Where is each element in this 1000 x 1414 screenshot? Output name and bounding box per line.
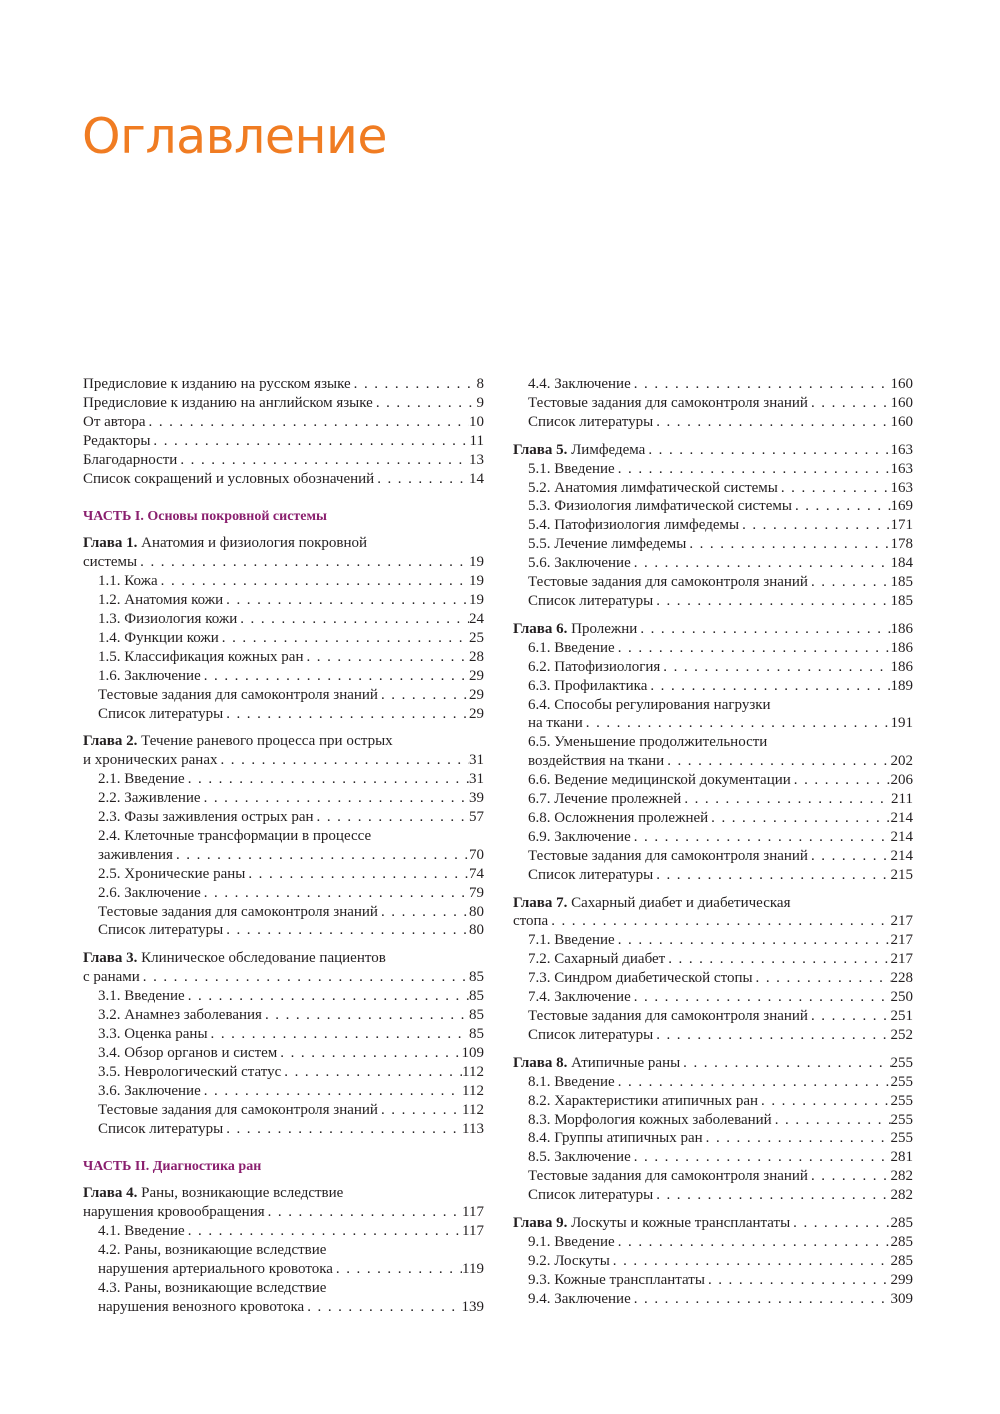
toc-entry[interactable] bbox=[83, 705, 484, 724]
page-number: 85 bbox=[469, 988, 484, 1005]
toc-entry[interactable] bbox=[83, 413, 484, 432]
page-number: 251 bbox=[890, 1008, 913, 1024]
toc-entry[interactable] bbox=[83, 553, 484, 572]
toc-entry[interactable] bbox=[513, 677, 913, 696]
entry-title: 6.2. Патофизиология bbox=[528, 658, 661, 675]
entry-title: Список сокращений и условных обозначений bbox=[83, 470, 375, 487]
page-number: 11 bbox=[469, 432, 484, 449]
page-number: 217 bbox=[890, 913, 913, 930]
page-number: 255 bbox=[890, 1130, 913, 1147]
toc-entry[interactable] bbox=[513, 714, 913, 733]
entry-title: 9.1. Введение bbox=[528, 1233, 615, 1250]
entry-title: 5.1. Введение bbox=[528, 460, 615, 477]
page-number: 85 bbox=[469, 1007, 484, 1024]
toc-entry[interactable] bbox=[83, 667, 484, 686]
part-heading: ЧАСТЬ I. Основы покровной системы bbox=[83, 509, 327, 525]
page-number: 169 bbox=[890, 498, 913, 515]
toc-entry[interactable] bbox=[513, 866, 913, 885]
entry-title: 1.2. Анатомия кожи bbox=[98, 592, 224, 609]
entry-title: От автора bbox=[83, 413, 146, 430]
page-number: 214 bbox=[890, 828, 913, 845]
chapter-5 bbox=[513, 441, 913, 611]
toc-entry[interactable] bbox=[513, 413, 913, 432]
page-number: 10 bbox=[469, 413, 484, 430]
toc-entry[interactable] bbox=[513, 771, 913, 790]
chapter-7 bbox=[513, 894, 913, 1045]
page-title: Оглавление bbox=[82, 108, 388, 165]
entry-title: 4.1. Введение bbox=[98, 1223, 185, 1240]
front-matter-list bbox=[83, 375, 484, 488]
entry-title: Тестовые задания для самоконтроля знаний bbox=[528, 847, 808, 864]
page-number: 74 bbox=[469, 865, 484, 882]
toc-entry[interactable] bbox=[83, 610, 484, 629]
toc-entry[interactable] bbox=[83, 1222, 484, 1241]
toc-entry[interactable] bbox=[83, 629, 484, 648]
toc-entry[interactable] bbox=[83, 451, 484, 470]
entry-title: 9.4. Заключение bbox=[528, 1290, 631, 1307]
chapter-label: Глава 8. bbox=[513, 1054, 568, 1071]
entry-title: 1.1. Кожа bbox=[98, 573, 158, 590]
entry-title: 6.7. Лечение пролежней bbox=[528, 791, 682, 808]
entry-title: Тестовые задания для самоконтроля знаний bbox=[528, 1168, 808, 1185]
page-number: 184 bbox=[890, 555, 913, 572]
entry-title: 3.3. Оценка раны bbox=[98, 1026, 208, 1042]
page-number: 39 bbox=[469, 790, 484, 807]
toc-entry[interactable] bbox=[83, 432, 484, 451]
entry-title: на ткани bbox=[528, 715, 583, 732]
entry-title: 1.6. Заключение bbox=[98, 667, 201, 684]
toc-entry[interactable] bbox=[83, 884, 484, 903]
entry-title: Список литературы bbox=[98, 1120, 224, 1137]
toc-entry[interactable] bbox=[83, 846, 484, 865]
chapter-heading[interactable] bbox=[83, 732, 484, 751]
entry-title: 5.5. Лечение лимфедемы bbox=[528, 536, 687, 553]
page-number: 214 bbox=[890, 847, 913, 864]
entry-title: 3.2. Анамнез заболевания bbox=[98, 1007, 262, 1024]
chapter-title: Клиническое обследование пациентов bbox=[141, 950, 386, 967]
page-number: 217 bbox=[890, 951, 913, 968]
page-number: 19 bbox=[469, 592, 484, 609]
page-number: 31 bbox=[469, 771, 484, 788]
page-number: 215 bbox=[890, 866, 913, 883]
toc-entry[interactable] bbox=[513, 1092, 913, 1111]
entry-title: 2.6. Заключение bbox=[98, 884, 201, 901]
toc-entry[interactable] bbox=[83, 789, 484, 808]
chapter-4 bbox=[83, 1184, 484, 1316]
entry-title: 6.8. Осложнения пролежней bbox=[528, 809, 709, 826]
toc-entry[interactable] bbox=[513, 1026, 913, 1045]
toc-entry[interactable] bbox=[513, 912, 913, 931]
chapter-8 bbox=[513, 1054, 913, 1205]
entry-title: 7.4. Заключение bbox=[528, 989, 631, 1006]
page-number: 112 bbox=[462, 1063, 484, 1080]
toc-entry[interactable] bbox=[83, 987, 484, 1006]
page-number: 13 bbox=[469, 451, 484, 468]
page-number: 163 bbox=[890, 441, 913, 458]
page-number: 28 bbox=[469, 648, 484, 665]
page-number: 113 bbox=[462, 1120, 484, 1137]
toc-entry[interactable] bbox=[83, 572, 484, 591]
toc-entry[interactable] bbox=[513, 809, 913, 828]
entry-title: 3.5. Неврологический статус bbox=[98, 1063, 282, 1080]
page-number: 189 bbox=[890, 677, 913, 694]
page-number: 217 bbox=[890, 932, 913, 949]
chapter-label: Глава 1. bbox=[83, 535, 138, 552]
page-number: 252 bbox=[890, 1026, 913, 1043]
chapter-title: Лоскуты и кожные трансплантаты bbox=[571, 1215, 791, 1232]
toc-entry[interactable] bbox=[83, 375, 484, 394]
page-number: 186 bbox=[890, 620, 913, 637]
toc-entry[interactable] bbox=[513, 479, 913, 498]
chapter-title: Атипичные раны bbox=[571, 1054, 681, 1071]
chapter-label: Глава 5. bbox=[513, 441, 568, 458]
entry-title: нарушения венозного кровотока bbox=[98, 1298, 305, 1315]
toc-entry[interactable] bbox=[513, 394, 913, 413]
page-number: 228 bbox=[890, 970, 913, 987]
page-number: 206 bbox=[890, 772, 913, 789]
toc-entry[interactable] bbox=[83, 1260, 484, 1279]
chapter-1 bbox=[83, 534, 484, 723]
entry-title: 1.3. Физиология кожи bbox=[98, 610, 238, 627]
page-number: 285 bbox=[890, 1215, 913, 1232]
page-number: 309 bbox=[890, 1290, 913, 1307]
page-number: 186 bbox=[890, 658, 913, 675]
chapter-heading[interactable] bbox=[513, 1054, 913, 1073]
toc-entry[interactable] bbox=[513, 573, 913, 592]
entry-title: Тестовые задания для самоконтроля знаний bbox=[98, 903, 378, 920]
page-number: 299 bbox=[890, 1271, 913, 1288]
entry-title: Предисловие к изданию на английском языке bbox=[83, 394, 373, 411]
page-number: 85 bbox=[469, 969, 484, 986]
toc-entry[interactable] bbox=[513, 1129, 913, 1148]
toc-entry[interactable] bbox=[83, 1101, 484, 1120]
toc-entry[interactable] bbox=[83, 1203, 484, 1222]
page-number: 119 bbox=[462, 1260, 484, 1277]
page-number: 112 bbox=[462, 1101, 484, 1118]
toc-entry[interactable] bbox=[513, 592, 913, 611]
chapter-label: Глава 6. bbox=[513, 620, 568, 637]
toc-entry[interactable] bbox=[83, 808, 484, 827]
chapter-heading[interactable] bbox=[513, 441, 913, 460]
entry-title: 1.4. Функции кожи bbox=[98, 629, 219, 646]
toc-entry[interactable] bbox=[513, 950, 913, 969]
entry-title: 3.4. Обзор органов и систем bbox=[98, 1044, 278, 1061]
page-number: 9 bbox=[476, 394, 484, 411]
toc-entry[interactable] bbox=[513, 639, 913, 658]
toc-entry[interactable] bbox=[83, 1025, 484, 1044]
page-number: 185 bbox=[890, 574, 913, 591]
entry-title[interactable]: 4.3. Раны, возникающие вследствие bbox=[98, 1279, 327, 1296]
chapter-label: Глава 3. bbox=[83, 950, 138, 967]
entry-title: Тестовые задания для самоконтроля знаний bbox=[98, 1101, 378, 1118]
entry-title: 6.1. Введение bbox=[528, 639, 615, 656]
entry-title: Список литературы bbox=[528, 1026, 654, 1043]
entry-title: Благодарности bbox=[83, 451, 178, 468]
toc-entry[interactable] bbox=[513, 460, 913, 479]
toc-entry[interactable] bbox=[83, 591, 484, 610]
entry-title: 5.3. Физиология лимфатической системы bbox=[528, 498, 792, 515]
chapter-label: Глава 2. bbox=[83, 733, 138, 750]
chapter-title: Анатомия и физиология покровной bbox=[141, 535, 368, 552]
page-number: 79 bbox=[469, 884, 484, 901]
entry-title: 4.4. Заключение bbox=[528, 376, 631, 392]
chapter-heading[interactable] bbox=[83, 534, 484, 553]
page-number: 117 bbox=[462, 1223, 484, 1240]
page-number: 25 bbox=[469, 629, 484, 646]
page-number: 160 bbox=[890, 394, 913, 411]
entry-title[interactable]: 6.5. Уменьшение продолжительности bbox=[528, 734, 768, 751]
chapter-title: Пролежни bbox=[571, 620, 638, 637]
toc-entry[interactable] bbox=[83, 865, 484, 884]
toc-entry[interactable] bbox=[83, 1063, 484, 1082]
entry-title: с ранами bbox=[83, 969, 140, 986]
chapter-title: Раны, возникающие вследствие bbox=[141, 1185, 344, 1202]
entry-title: Предисловие к изданию на русском языке bbox=[83, 376, 351, 392]
entry-title: Список литературы bbox=[528, 592, 654, 609]
entry-title: Тестовые задания для самоконтроля знаний bbox=[528, 394, 808, 411]
page-number: 57 bbox=[469, 809, 484, 826]
toc-entry[interactable] bbox=[513, 988, 913, 1007]
chapter-heading[interactable] bbox=[513, 894, 913, 913]
entry-title: 7.1. Введение bbox=[528, 932, 615, 949]
chapter-label: Глава 4. bbox=[83, 1185, 138, 1202]
entry-title: 5.6. Заключение bbox=[528, 555, 631, 572]
toc-entry[interactable] bbox=[513, 752, 913, 771]
entry-title: Список литературы bbox=[528, 413, 654, 430]
page-number: 14 bbox=[469, 470, 484, 487]
part-heading: ЧАСТЬ II. Диагностика ран bbox=[83, 1159, 262, 1175]
toc-entry[interactable] bbox=[83, 394, 484, 413]
page-number: 19 bbox=[469, 573, 484, 590]
toc-entry[interactable] bbox=[513, 1167, 913, 1186]
entry-title: Тестовые задания для самоконтроля знаний bbox=[98, 686, 378, 703]
toc-entry[interactable] bbox=[513, 931, 913, 950]
entry-title: 6.3. Профилактика bbox=[528, 677, 648, 694]
toc-entry[interactable] bbox=[83, 470, 484, 489]
page-number: 214 bbox=[890, 809, 913, 826]
toc-entry[interactable] bbox=[513, 497, 913, 516]
page-number: 160 bbox=[890, 376, 913, 392]
toc-entry[interactable] bbox=[513, 1290, 913, 1309]
page-number: 285 bbox=[890, 1233, 913, 1250]
toc-entry[interactable] bbox=[83, 921, 484, 940]
toc-entry[interactable] bbox=[83, 968, 484, 987]
entry-title: 8.2. Характеристики атипичных ран bbox=[528, 1092, 759, 1109]
toc-entry[interactable] bbox=[513, 790, 913, 809]
chapter-6 bbox=[513, 620, 913, 885]
toc-entry[interactable] bbox=[513, 375, 913, 394]
chapter-label: Глава 9. bbox=[513, 1215, 568, 1232]
toc-entry[interactable] bbox=[513, 554, 913, 573]
page-number: 80 bbox=[469, 903, 484, 920]
page-number: 139 bbox=[461, 1298, 484, 1315]
toc-entry[interactable] bbox=[83, 648, 484, 667]
toc-left-column bbox=[83, 375, 484, 1317]
chapter-title: Сахарный диабет и диабетическая bbox=[571, 894, 791, 911]
entry-title: Редакторы bbox=[83, 432, 151, 449]
entry-title: стопа bbox=[513, 913, 549, 930]
page-number: 117 bbox=[462, 1204, 484, 1221]
page-number: 191 bbox=[890, 715, 913, 732]
entry-title: нарушения артериального кровотока bbox=[98, 1260, 333, 1277]
entry-title: 6.9. Заключение bbox=[528, 828, 631, 845]
chapter-2 bbox=[83, 732, 484, 940]
page-number: 178 bbox=[890, 536, 913, 553]
chapter-9 bbox=[513, 1214, 913, 1309]
entry-title: 8.4. Группы атипичных ран bbox=[528, 1130, 703, 1147]
page-number: 70 bbox=[469, 846, 484, 863]
entry-title: 2.2. Заживление bbox=[98, 790, 201, 807]
chapter-3 bbox=[83, 949, 484, 1138]
toc-entry[interactable] bbox=[513, 1252, 913, 1271]
entry-title: нарушения кровообращения bbox=[83, 1204, 265, 1221]
chapter-heading[interactable] bbox=[513, 1214, 913, 1233]
page-number: 31 bbox=[469, 752, 484, 769]
page-number: 80 bbox=[469, 922, 484, 939]
toc-entry[interactable] bbox=[513, 1073, 913, 1092]
entry-title: воздействия на ткани bbox=[528, 753, 665, 770]
page-number: 8 bbox=[476, 376, 484, 392]
toc-entry[interactable] bbox=[513, 1233, 913, 1252]
page-number: 202 bbox=[890, 753, 913, 770]
toc-entry[interactable] bbox=[83, 1120, 484, 1139]
toc-entry[interactable] bbox=[513, 1111, 913, 1130]
toc-entry[interactable] bbox=[83, 686, 484, 705]
entry-title: 2.1. Введение bbox=[98, 771, 185, 788]
page-number: 85 bbox=[469, 1026, 484, 1042]
page-number: 19 bbox=[469, 554, 484, 571]
toc-entry[interactable] bbox=[513, 1007, 913, 1026]
page-number: 185 bbox=[890, 592, 913, 609]
toc-entry[interactable] bbox=[513, 516, 913, 535]
entry-title: Тестовые задания для самоконтроля знаний bbox=[528, 1008, 808, 1024]
entry-title: и хронических ранах bbox=[83, 752, 218, 769]
toc-entry[interactable] bbox=[83, 1082, 484, 1101]
page-number: 255 bbox=[890, 1073, 913, 1090]
entry-title: 6.6. Ведение медицинской документации bbox=[528, 772, 791, 789]
page-number: 163 bbox=[890, 460, 913, 477]
entry-title: Тестовые задания для самоконтроля знаний bbox=[528, 574, 808, 591]
toc-entry[interactable] bbox=[513, 1186, 913, 1205]
entry-title: 3.1. Введение bbox=[98, 988, 185, 1005]
chapter-title: Лимфедема bbox=[571, 441, 646, 458]
chapter-heading[interactable] bbox=[83, 949, 484, 968]
page-number: 112 bbox=[462, 1082, 484, 1099]
entry-title: 2.5. Хронические раны bbox=[98, 865, 246, 882]
toc-entry[interactable] bbox=[513, 1271, 913, 1290]
toc-right-column bbox=[513, 375, 913, 1309]
toc-entry[interactable] bbox=[513, 828, 913, 847]
page-number: 24 bbox=[469, 610, 484, 627]
page-number: 29 bbox=[469, 705, 484, 722]
entry-title: 9.2. Лоскуты bbox=[528, 1252, 610, 1269]
page-number: 282 bbox=[890, 1168, 913, 1185]
chapter-heading[interactable] bbox=[83, 1184, 484, 1203]
entry-title: 7.3. Синдром диабетической стопы bbox=[528, 970, 753, 987]
page-number: 255 bbox=[890, 1111, 913, 1128]
page-number: 211 bbox=[891, 791, 913, 808]
toc-entry[interactable] bbox=[513, 1148, 913, 1167]
toc-entry[interactable] bbox=[83, 1298, 484, 1317]
entry-title: заживления bbox=[98, 846, 173, 863]
entry-title: 8.1. Введение bbox=[528, 1073, 615, 1090]
page-number: 186 bbox=[890, 639, 913, 656]
page-number: 281 bbox=[890, 1149, 913, 1166]
page-number: 250 bbox=[890, 989, 913, 1006]
entry-title: 7.2. Сахарный диабет bbox=[528, 951, 666, 968]
toc-entry[interactable] bbox=[513, 658, 913, 677]
chapter-label: Глава 7. bbox=[513, 894, 568, 911]
page-number: 163 bbox=[890, 479, 913, 496]
page-number: 255 bbox=[890, 1054, 913, 1071]
toc-entry[interactable] bbox=[513, 969, 913, 988]
entry-title: 1.5. Классификация кожных ран bbox=[98, 648, 304, 665]
entry-title: 8.3. Морфология кожных заболеваний bbox=[528, 1111, 772, 1128]
toc-entry[interactable] bbox=[513, 535, 913, 554]
entry-title[interactable]: 4.2. Раны, возникающие вследствие bbox=[98, 1242, 327, 1259]
entry-title: Список литературы bbox=[528, 866, 654, 883]
page-number: 29 bbox=[469, 667, 484, 684]
toc-entry[interactable] bbox=[83, 751, 484, 770]
entry-title: Список литературы bbox=[98, 922, 224, 939]
entry-title[interactable]: 6.4. Способы регулирования нагрузки bbox=[528, 696, 771, 713]
page-number: 285 bbox=[890, 1252, 913, 1269]
toc-entry[interactable] bbox=[83, 770, 484, 789]
chapter-title: Течение раневого процесса при острых bbox=[141, 733, 393, 750]
toc-entry[interactable] bbox=[83, 1006, 484, 1025]
entry-title: 9.3. Кожные трансплантаты bbox=[528, 1271, 705, 1288]
page-number: 29 bbox=[469, 686, 484, 703]
page-number: 282 bbox=[890, 1187, 913, 1204]
entry-title: Список литературы bbox=[528, 1187, 654, 1204]
entry-title: 3.6. Заключение bbox=[98, 1082, 201, 1099]
page-number: 171 bbox=[890, 517, 913, 534]
chapter-heading[interactable] bbox=[513, 620, 913, 639]
entry-title[interactable]: 2.4. Клеточные трансформации в процессе bbox=[98, 827, 372, 844]
entry-title: 8.5. Заключение bbox=[528, 1149, 631, 1166]
toc-entry[interactable] bbox=[83, 1044, 484, 1063]
entry-title: 2.3. Фазы заживления острых ран bbox=[98, 809, 314, 826]
entry-title: системы bbox=[83, 554, 138, 571]
toc-entry[interactable] bbox=[513, 847, 913, 866]
page-number: 255 bbox=[890, 1092, 913, 1109]
page-number: 109 bbox=[461, 1044, 484, 1061]
page-number: 160 bbox=[890, 413, 913, 430]
toc-entry[interactable] bbox=[83, 903, 484, 922]
entry-title: Список литературы bbox=[98, 705, 224, 722]
entry-title: 5.2. Анатомия лимфатической системы bbox=[528, 479, 778, 496]
entry-title: 5.4. Патофизиология лимфедемы bbox=[528, 517, 740, 534]
